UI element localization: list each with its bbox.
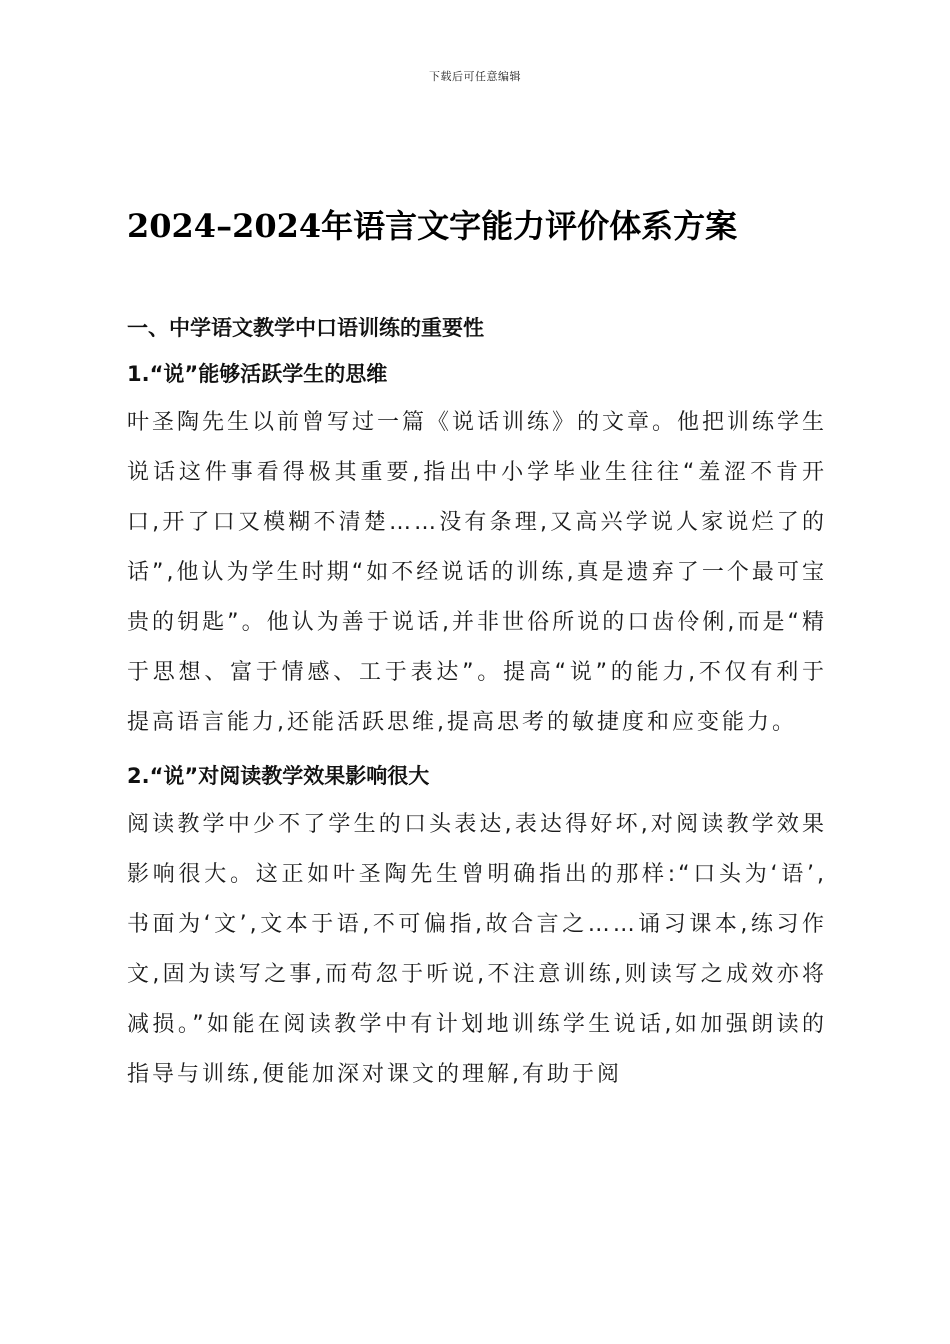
document-body [127, 310, 827, 1100]
paragraph-1: 叶圣陶先生以前曾写过一篇《说话训练》的文章。他把训练学生说话这件事看得极其重要,指出中小学毕业生往往“羞涩不肯开口,开了口又模糊不清楚……没有条理,又高兴学说人家说烂了的话”,他认为学生时期“如不经说话的训练,真是遗弃了一个最可宝贵的钥匙”。他认为善于说话,并非世俗所说的口齿伶俐,而是“精于思想、富于情感、工于表达”。提高“说”的能力,不仅有利于提高语言能力,还能活跃思维,提高思考的敏捷度和应变能力。 [127, 410, 828, 735]
document-title: 2024–2024年语言文字能力评价体系方案 [127, 207, 738, 245]
paragraph-2: 阅读教学中少不了学生的口头表达,表达得好坏,对阅读教学效果影响很大。这正如叶圣陶先生曾明确指出的那样:“口头为‘语’,书面为‘文’,文本于语,不可偏指,故合言之……诵习课本,练习作文,固为读写之事,而苟忽于听说,不注意训练,则读写之成效亦将减损。”如能在阅读教学中有计划地训练学生说话,如加强朗读的指导与训练,便能加深对课文的理解,有助于阅 [127, 812, 827, 1087]
subsection-heading-2: 2.“说”对阅读教学效果影响很大 [127, 764, 430, 788]
subsection-heading-1: 1.“说”能够活跃学生的思维 [127, 362, 388, 386]
section-heading: 一、中学语文教学中口语训练的重要性 [127, 316, 484, 340]
header-note: 下载后可任意编辑 [429, 70, 521, 83]
